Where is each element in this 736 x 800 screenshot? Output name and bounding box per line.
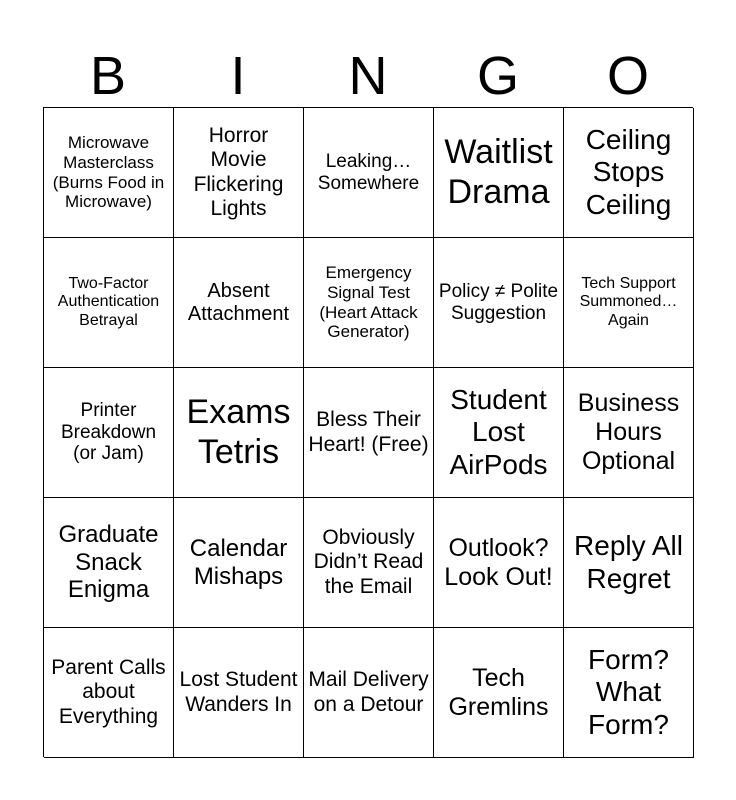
cell-text: Business Hours Optional (577, 389, 680, 475)
bingo-cell-r1c5[interactable] (564, 108, 694, 238)
cell-text: Bless Their Heart! (Free) (308, 408, 429, 456)
cell-text: Microwave Masterclass (Burns Food in Microwave) (52, 133, 165, 212)
header-letter-i: I (230, 46, 246, 106)
bingo-cell-r2c1[interactable] (44, 238, 174, 368)
bingo-cell-r4c3[interactable] (304, 498, 434, 628)
cell-text: Obviously Didn’t Read the Email (313, 526, 424, 598)
bingo-cell-r3c1[interactable] (44, 368, 174, 498)
cell-text: Horror Movie Flickering Lights (193, 124, 284, 220)
cell-text: Exams Tetris (186, 393, 291, 471)
cell-text: Tech Support Summoned… Again (579, 274, 678, 329)
bingo-cell-r3c3[interactable] (304, 368, 434, 498)
cell-text: Leaking… Somewhere (317, 150, 420, 194)
cell-text: Policy ≠ Polite Suggestion (438, 280, 559, 324)
bingo-cell-r1c3[interactable] (304, 108, 434, 238)
cell-text: Outlook? Look Out! (444, 533, 553, 591)
bingo-cell-r5c3[interactable] (304, 628, 434, 758)
bingo-cell-r4c1[interactable] (44, 498, 174, 628)
cell-text: Parent Calls about Everything (51, 656, 166, 728)
header-letter-o: O (606, 46, 649, 106)
bingo-grid (43, 107, 693, 757)
cell-text: Student Lost AirPods (449, 384, 548, 480)
cell-text: Two-Factor Authentication Betrayal (57, 274, 160, 329)
header-letter-n: N (348, 46, 388, 106)
bingo-cell-r4c4[interactable] (434, 498, 564, 628)
bingo-header (43, 44, 693, 108)
bingo-cell-r5c4[interactable] (434, 628, 564, 758)
cell-text: Lost Student Wanders In (179, 668, 298, 716)
bingo-cell-r3c2[interactable] (174, 368, 304, 498)
bingo-cell-r4c2[interactable] (174, 498, 304, 628)
bingo-cell-r3c4[interactable] (434, 368, 564, 498)
cell-text: Waitlist Drama (444, 133, 553, 211)
bingo-cell-r2c5[interactable] (564, 238, 694, 368)
bingo-cell-r2c4[interactable] (434, 238, 564, 368)
bingo-cell-r1c2[interactable] (174, 108, 304, 238)
bingo-cell-r4c5[interactable] (564, 498, 694, 628)
cell-text: Mail Delivery on a Detour (308, 668, 429, 716)
bingo-cell-r5c5[interactable] (564, 628, 694, 758)
cell-text: Graduate Snack Enigma (58, 521, 159, 604)
cell-text: Tech Gremlins (448, 663, 549, 721)
bingo-cell-r1c1[interactable] (44, 108, 174, 238)
header-letter-g: G (476, 46, 519, 106)
cell-text: Form? What Form? (588, 644, 669, 740)
cell-text: Printer Breakdown (or Jam) (60, 399, 157, 465)
header-letter-b: B (89, 46, 127, 106)
bingo-cell-r2c3[interactable] (304, 238, 434, 368)
cell-text: Calendar Mishaps (189, 534, 288, 590)
bingo-cell-r5c2[interactable] (174, 628, 304, 758)
bingo-cell-r1c4[interactable] (434, 108, 564, 238)
cell-text: Ceiling Stops Ceiling (585, 124, 672, 220)
cell-text: Reply All Regret (574, 530, 683, 594)
cell-text: Absent Attachment (187, 279, 290, 325)
bingo-cell-r2c2[interactable] (174, 238, 304, 368)
bingo-cell-r5c1[interactable] (44, 628, 174, 758)
bingo-cell-r3c5[interactable] (564, 368, 694, 498)
cell-text: Emergency Signal Test (Heart Attack Generator) (319, 263, 418, 342)
